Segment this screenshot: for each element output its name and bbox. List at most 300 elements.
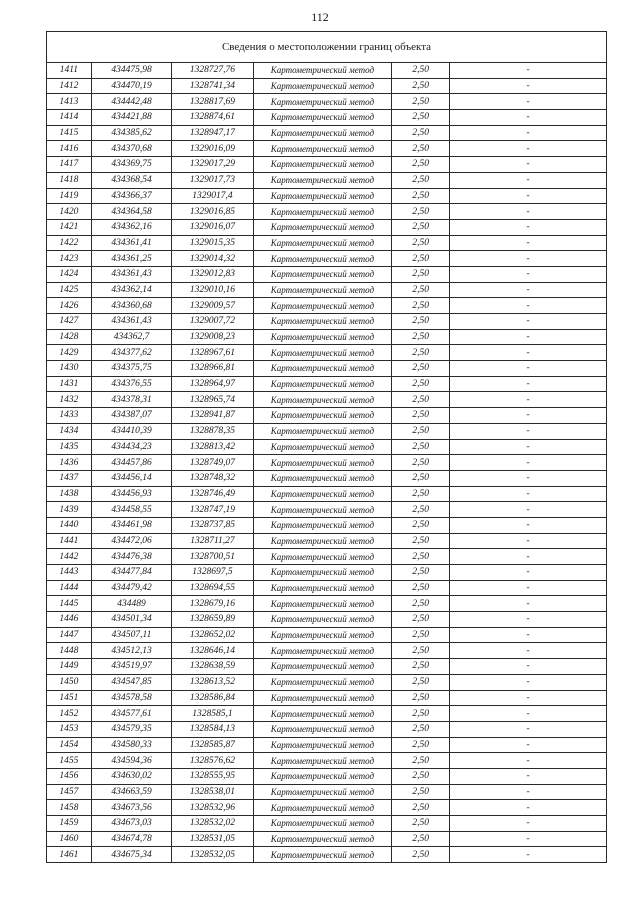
accuracy-cell: 2,50: [392, 784, 450, 800]
y-coordinate-cell: 1328638,59: [172, 659, 253, 675]
point-number-cell: 1440: [47, 517, 92, 533]
x-coordinate-cell: 434472,06: [91, 533, 171, 549]
y-coordinate-cell: 1328694,55: [172, 580, 253, 596]
point-number-cell: 1437: [47, 470, 92, 486]
y-coordinate-cell: 1328697,5: [172, 565, 253, 581]
description-cell: -: [450, 517, 607, 533]
y-coordinate-cell: 1328874,61: [172, 110, 253, 126]
accuracy-cell: 2,50: [392, 125, 450, 141]
table-row: [47, 282, 607, 298]
point-number-cell: 1421: [47, 219, 92, 235]
point-number-cell: 1443: [47, 565, 92, 581]
method-cell: Картометрический метод: [253, 753, 391, 769]
accuracy-cell: 2,50: [392, 831, 450, 847]
x-coordinate-cell: 434410,39: [91, 423, 171, 439]
point-number-cell: 1453: [47, 721, 92, 737]
x-coordinate-cell: 434579,35: [91, 721, 171, 737]
accuracy-cell: 2,50: [392, 612, 450, 628]
point-number-cell: 1432: [47, 392, 92, 408]
x-coordinate-cell: 434375,75: [91, 361, 171, 377]
table-row: [47, 533, 607, 549]
description-cell: -: [450, 533, 607, 549]
table-row: [47, 721, 607, 737]
y-coordinate-cell: 1328652,02: [172, 627, 253, 643]
method-cell: Картометрический метод: [253, 361, 391, 377]
x-coordinate-cell: 434674,78: [91, 831, 171, 847]
y-coordinate-cell: 1329017,4: [172, 188, 253, 204]
point-number-cell: 1444: [47, 580, 92, 596]
description-cell: -: [450, 706, 607, 722]
point-number-cell: 1426: [47, 298, 92, 314]
y-coordinate-cell: 1328538,01: [172, 784, 253, 800]
x-coordinate-cell: 434421,88: [91, 110, 171, 126]
point-number-cell: 1441: [47, 533, 92, 549]
accuracy-cell: 2,50: [392, 78, 450, 94]
method-cell: Картометрический метод: [253, 157, 391, 173]
accuracy-cell: 2,50: [392, 580, 450, 596]
x-coordinate-cell: 434630,02: [91, 768, 171, 784]
description-cell: -: [450, 110, 607, 126]
y-coordinate-cell: 1329017,73: [172, 172, 253, 188]
description-cell: -: [450, 376, 607, 392]
description-cell: -: [450, 298, 607, 314]
x-coordinate-cell: 434376,55: [91, 376, 171, 392]
y-coordinate-cell: 1328741,34: [172, 78, 253, 94]
accuracy-cell: 2,50: [392, 157, 450, 173]
method-cell: Картометрический метод: [253, 235, 391, 251]
description-cell: -: [450, 643, 607, 659]
y-coordinate-cell: 1328532,02: [172, 816, 253, 832]
accuracy-cell: 2,50: [392, 753, 450, 769]
y-coordinate-cell: 1328747,19: [172, 502, 253, 518]
accuracy-cell: 2,50: [392, 298, 450, 314]
method-cell: Картометрический метод: [253, 800, 391, 816]
table-row: [47, 188, 607, 204]
table-row: [47, 266, 607, 282]
point-number-cell: 1413: [47, 94, 92, 110]
point-number-cell: 1458: [47, 800, 92, 816]
accuracy-cell: 2,50: [392, 204, 450, 220]
method-cell: Картометрический метод: [253, 94, 391, 110]
point-number-cell: 1445: [47, 596, 92, 612]
accuracy-cell: 2,50: [392, 266, 450, 282]
x-coordinate-cell: 434362,14: [91, 282, 171, 298]
table-row: [47, 329, 607, 345]
table-title-row: [47, 32, 607, 63]
method-cell: Картометрический метод: [253, 706, 391, 722]
x-coordinate-cell: 434370,68: [91, 141, 171, 157]
table-row: [47, 110, 607, 126]
y-coordinate-cell: 1328585,87: [172, 737, 253, 753]
method-cell: Картометрический метод: [253, 172, 391, 188]
accuracy-cell: 2,50: [392, 737, 450, 753]
table-row: [47, 753, 607, 769]
x-coordinate-cell: 434673,56: [91, 800, 171, 816]
point-number-cell: 1450: [47, 674, 92, 690]
point-number-cell: 1423: [47, 251, 92, 267]
y-coordinate-cell: 1329015,35: [172, 235, 253, 251]
method-cell: Картометрический метод: [253, 455, 391, 471]
table-row: [47, 831, 607, 847]
method-cell: Картометрический метод: [253, 674, 391, 690]
x-coordinate-cell: 434361,43: [91, 266, 171, 282]
method-cell: Картометрический метод: [253, 737, 391, 753]
method-cell: Картометрический метод: [253, 439, 391, 455]
method-cell: Картометрический метод: [253, 408, 391, 424]
y-coordinate-cell: 1328585,1: [172, 706, 253, 722]
method-cell: Картометрический метод: [253, 659, 391, 675]
method-cell: Картометрический метод: [253, 784, 391, 800]
accuracy-cell: 2,50: [392, 627, 450, 643]
x-coordinate-cell: 434547,85: [91, 674, 171, 690]
y-coordinate-cell: 1328576,62: [172, 753, 253, 769]
y-coordinate-cell: 1328749,07: [172, 455, 253, 471]
x-coordinate-cell: 434519,97: [91, 659, 171, 675]
y-coordinate-cell: 1328711,27: [172, 533, 253, 549]
x-coordinate-cell: 434673,03: [91, 816, 171, 832]
table-row: [47, 674, 607, 690]
y-coordinate-cell: 1328586,84: [172, 690, 253, 706]
y-coordinate-cell: 1328737,85: [172, 517, 253, 533]
method-cell: Картометрический метод: [253, 204, 391, 220]
y-coordinate-cell: 1329010,16: [172, 282, 253, 298]
method-cell: Картометрический метод: [253, 643, 391, 659]
y-coordinate-cell: 1329016,07: [172, 219, 253, 235]
description-cell: -: [450, 439, 607, 455]
method-cell: Картометрический метод: [253, 141, 391, 157]
accuracy-cell: 2,50: [392, 517, 450, 533]
accuracy-cell: 2,50: [392, 94, 450, 110]
table-row: [47, 439, 607, 455]
y-coordinate-cell: 1329017,29: [172, 157, 253, 173]
y-coordinate-cell: 1328727,76: [172, 63, 253, 79]
table-row: [47, 816, 607, 832]
x-coordinate-cell: 434577,61: [91, 706, 171, 722]
table-row: [47, 235, 607, 251]
description-cell: -: [450, 282, 607, 298]
x-coordinate-cell: 434364,58: [91, 204, 171, 220]
accuracy-cell: 2,50: [392, 439, 450, 455]
x-coordinate-cell: 434461,98: [91, 517, 171, 533]
description-cell: -: [450, 157, 607, 173]
description-cell: -: [450, 596, 607, 612]
accuracy-cell: 2,50: [392, 659, 450, 675]
accuracy-cell: 2,50: [392, 361, 450, 377]
accuracy-cell: 2,50: [392, 423, 450, 439]
point-number-cell: 1411: [47, 63, 92, 79]
accuracy-cell: 2,50: [392, 721, 450, 737]
x-coordinate-cell: 434361,43: [91, 314, 171, 330]
table-row: [47, 549, 607, 565]
x-coordinate-cell: 434475,98: [91, 63, 171, 79]
x-coordinate-cell: 434366,37: [91, 188, 171, 204]
y-coordinate-cell: 1328531,05: [172, 831, 253, 847]
method-cell: Картометрический метод: [253, 565, 391, 581]
accuracy-cell: 2,50: [392, 768, 450, 784]
method-cell: Картометрический метод: [253, 690, 391, 706]
table-row: [47, 455, 607, 471]
accuracy-cell: 2,50: [392, 486, 450, 502]
description-cell: -: [450, 204, 607, 220]
x-coordinate-cell: 434361,41: [91, 235, 171, 251]
y-coordinate-cell: 1329012,83: [172, 266, 253, 282]
description-cell: -: [450, 784, 607, 800]
point-number-cell: 1461: [47, 847, 92, 863]
y-coordinate-cell: 1328700,51: [172, 549, 253, 565]
point-number-cell: 1435: [47, 439, 92, 455]
table-row: [47, 659, 607, 675]
point-number-cell: 1412: [47, 78, 92, 94]
accuracy-cell: 2,50: [392, 455, 450, 471]
table-row: [47, 706, 607, 722]
table-title: Сведения о местоположении границ объекта: [47, 32, 607, 63]
point-number-cell: 1430: [47, 361, 92, 377]
method-cell: Картометрический метод: [253, 486, 391, 502]
boundary-coordinates-table: [46, 31, 607, 863]
point-number-cell: 1431: [47, 376, 92, 392]
x-coordinate-cell: 434470,19: [91, 78, 171, 94]
y-coordinate-cell: 1329008,23: [172, 329, 253, 345]
point-number-cell: 1422: [47, 235, 92, 251]
y-coordinate-cell: 1328532,05: [172, 847, 253, 863]
method-cell: Картометрический метод: [253, 78, 391, 94]
y-coordinate-cell: 1328748,32: [172, 470, 253, 486]
method-cell: Картометрический метод: [253, 768, 391, 784]
table-row: [47, 800, 607, 816]
table-row: [47, 580, 607, 596]
x-coordinate-cell: 434476,38: [91, 549, 171, 565]
table-row: [47, 565, 607, 581]
description-cell: -: [450, 361, 607, 377]
y-coordinate-cell: 1328532,96: [172, 800, 253, 816]
accuracy-cell: 2,50: [392, 643, 450, 659]
table-row: [47, 690, 607, 706]
point-number-cell: 1416: [47, 141, 92, 157]
x-coordinate-cell: 434507,11: [91, 627, 171, 643]
method-cell: Картометрический метод: [253, 533, 391, 549]
description-cell: -: [450, 565, 607, 581]
table-row: [47, 63, 607, 79]
x-coordinate-cell: 434489: [91, 596, 171, 612]
table-row: [47, 78, 607, 94]
table-row: [47, 517, 607, 533]
x-coordinate-cell: 434578,58: [91, 690, 171, 706]
x-coordinate-cell: 434442,48: [91, 94, 171, 110]
method-cell: Картометрический метод: [253, 517, 391, 533]
point-number-cell: 1424: [47, 266, 92, 282]
description-cell: -: [450, 235, 607, 251]
description-cell: -: [450, 486, 607, 502]
accuracy-cell: 2,50: [392, 219, 450, 235]
table-row: [47, 612, 607, 628]
y-coordinate-cell: 1328679,16: [172, 596, 253, 612]
accuracy-cell: 2,50: [392, 110, 450, 126]
accuracy-cell: 2,50: [392, 314, 450, 330]
method-cell: Картометрический метод: [253, 125, 391, 141]
table-row: [47, 627, 607, 643]
x-coordinate-cell: 434580,33: [91, 737, 171, 753]
point-number-cell: 1442: [47, 549, 92, 565]
method-cell: Картометрический метод: [253, 831, 391, 847]
point-number-cell: 1460: [47, 831, 92, 847]
point-number-cell: 1433: [47, 408, 92, 424]
point-number-cell: 1417: [47, 157, 92, 173]
method-cell: Картометрический метод: [253, 721, 391, 737]
point-number-cell: 1448: [47, 643, 92, 659]
accuracy-cell: 2,50: [392, 674, 450, 690]
table-row: [47, 643, 607, 659]
table-row: [47, 470, 607, 486]
y-coordinate-cell: 1328878,35: [172, 423, 253, 439]
method-cell: Картометрический метод: [253, 627, 391, 643]
description-cell: -: [450, 690, 607, 706]
x-coordinate-cell: 434362,16: [91, 219, 171, 235]
y-coordinate-cell: 1328966,81: [172, 361, 253, 377]
table-row: [47, 486, 607, 502]
description-cell: -: [450, 721, 607, 737]
method-cell: Картометрический метод: [253, 219, 391, 235]
description-cell: -: [450, 125, 607, 141]
table-row: [47, 847, 607, 863]
x-coordinate-cell: 434479,42: [91, 580, 171, 596]
x-coordinate-cell: 434477,84: [91, 565, 171, 581]
method-cell: Картометрический метод: [253, 502, 391, 518]
point-number-cell: 1457: [47, 784, 92, 800]
y-coordinate-cell: 1328817,69: [172, 94, 253, 110]
table-row: [47, 784, 607, 800]
y-coordinate-cell: 1328965,74: [172, 392, 253, 408]
table-row: [47, 408, 607, 424]
y-coordinate-cell: 1329009,57: [172, 298, 253, 314]
method-cell: Картометрический метод: [253, 298, 391, 314]
description-cell: -: [450, 674, 607, 690]
method-cell: Картометрический метод: [253, 63, 391, 79]
description-cell: -: [450, 188, 607, 204]
y-coordinate-cell: 1328941,87: [172, 408, 253, 424]
table-row: [47, 219, 607, 235]
method-cell: Картометрический метод: [253, 282, 391, 298]
x-coordinate-cell: 434369,75: [91, 157, 171, 173]
y-coordinate-cell: 1328555,95: [172, 768, 253, 784]
y-coordinate-cell: 1328967,61: [172, 345, 253, 361]
table-row: [47, 737, 607, 753]
y-coordinate-cell: 1329007,72: [172, 314, 253, 330]
table-row: [47, 423, 607, 439]
accuracy-cell: 2,50: [392, 329, 450, 345]
point-number-cell: 1447: [47, 627, 92, 643]
x-coordinate-cell: 434385,62: [91, 125, 171, 141]
description-cell: -: [450, 502, 607, 518]
table-row: [47, 251, 607, 267]
accuracy-cell: 2,50: [392, 188, 450, 204]
method-cell: Картометрический метод: [253, 110, 391, 126]
point-number-cell: 1418: [47, 172, 92, 188]
accuracy-cell: 2,50: [392, 565, 450, 581]
table-row: [47, 172, 607, 188]
accuracy-cell: 2,50: [392, 172, 450, 188]
accuracy-cell: 2,50: [392, 470, 450, 486]
description-cell: -: [450, 423, 607, 439]
point-number-cell: 1434: [47, 423, 92, 439]
point-number-cell: 1427: [47, 314, 92, 330]
accuracy-cell: 2,50: [392, 345, 450, 361]
accuracy-cell: 2,50: [392, 706, 450, 722]
point-number-cell: 1425: [47, 282, 92, 298]
method-cell: Картометрический метод: [253, 549, 391, 565]
description-cell: -: [450, 816, 607, 832]
point-number-cell: 1451: [47, 690, 92, 706]
description-cell: -: [450, 314, 607, 330]
point-number-cell: 1428: [47, 329, 92, 345]
x-coordinate-cell: 434361,25: [91, 251, 171, 267]
accuracy-cell: 2,50: [392, 63, 450, 79]
point-number-cell: 1446: [47, 612, 92, 628]
point-number-cell: 1452: [47, 706, 92, 722]
method-cell: Картометрический метод: [253, 392, 391, 408]
accuracy-cell: 2,50: [392, 800, 450, 816]
description-cell: -: [450, 768, 607, 784]
x-coordinate-cell: 434434,23: [91, 439, 171, 455]
y-coordinate-cell: 1329016,85: [172, 204, 253, 220]
point-number-cell: 1449: [47, 659, 92, 675]
y-coordinate-cell: 1328746,49: [172, 486, 253, 502]
accuracy-cell: 2,50: [392, 392, 450, 408]
description-cell: -: [450, 329, 607, 345]
y-coordinate-cell: 1329014,32: [172, 251, 253, 267]
y-coordinate-cell: 1328659,89: [172, 612, 253, 628]
point-number-cell: 1459: [47, 816, 92, 832]
y-coordinate-cell: 1329016,09: [172, 141, 253, 157]
method-cell: Картометрический метод: [253, 596, 391, 612]
method-cell: Картометрический метод: [253, 816, 391, 832]
accuracy-cell: 2,50: [392, 549, 450, 565]
x-coordinate-cell: 434456,14: [91, 470, 171, 486]
point-number-cell: 1438: [47, 486, 92, 502]
method-cell: Картометрический метод: [253, 345, 391, 361]
method-cell: Картометрический метод: [253, 266, 391, 282]
description-cell: -: [450, 345, 607, 361]
description-cell: -: [450, 141, 607, 157]
method-cell: Картометрический метод: [253, 470, 391, 486]
accuracy-cell: 2,50: [392, 282, 450, 298]
accuracy-cell: 2,50: [392, 596, 450, 612]
table-row: [47, 502, 607, 518]
table-row: [47, 768, 607, 784]
table-row: [47, 141, 607, 157]
description-cell: -: [450, 612, 607, 628]
x-coordinate-cell: 434512,13: [91, 643, 171, 659]
x-coordinate-cell: 434368,54: [91, 172, 171, 188]
description-cell: -: [450, 580, 607, 596]
table-row: [47, 392, 607, 408]
description-cell: -: [450, 831, 607, 847]
y-coordinate-cell: 1328584,13: [172, 721, 253, 737]
description-cell: -: [450, 172, 607, 188]
description-cell: -: [450, 549, 607, 565]
point-number-cell: 1455: [47, 753, 92, 769]
method-cell: Картометрический метод: [253, 376, 391, 392]
description-cell: -: [450, 251, 607, 267]
description-cell: -: [450, 78, 607, 94]
accuracy-cell: 2,50: [392, 251, 450, 267]
x-coordinate-cell: 434675,34: [91, 847, 171, 863]
x-coordinate-cell: 434501,34: [91, 612, 171, 628]
table-body: [47, 32, 607, 863]
table-row: [47, 298, 607, 314]
description-cell: -: [450, 266, 607, 282]
x-coordinate-cell: 434362,7: [91, 329, 171, 345]
point-number-cell: 1420: [47, 204, 92, 220]
